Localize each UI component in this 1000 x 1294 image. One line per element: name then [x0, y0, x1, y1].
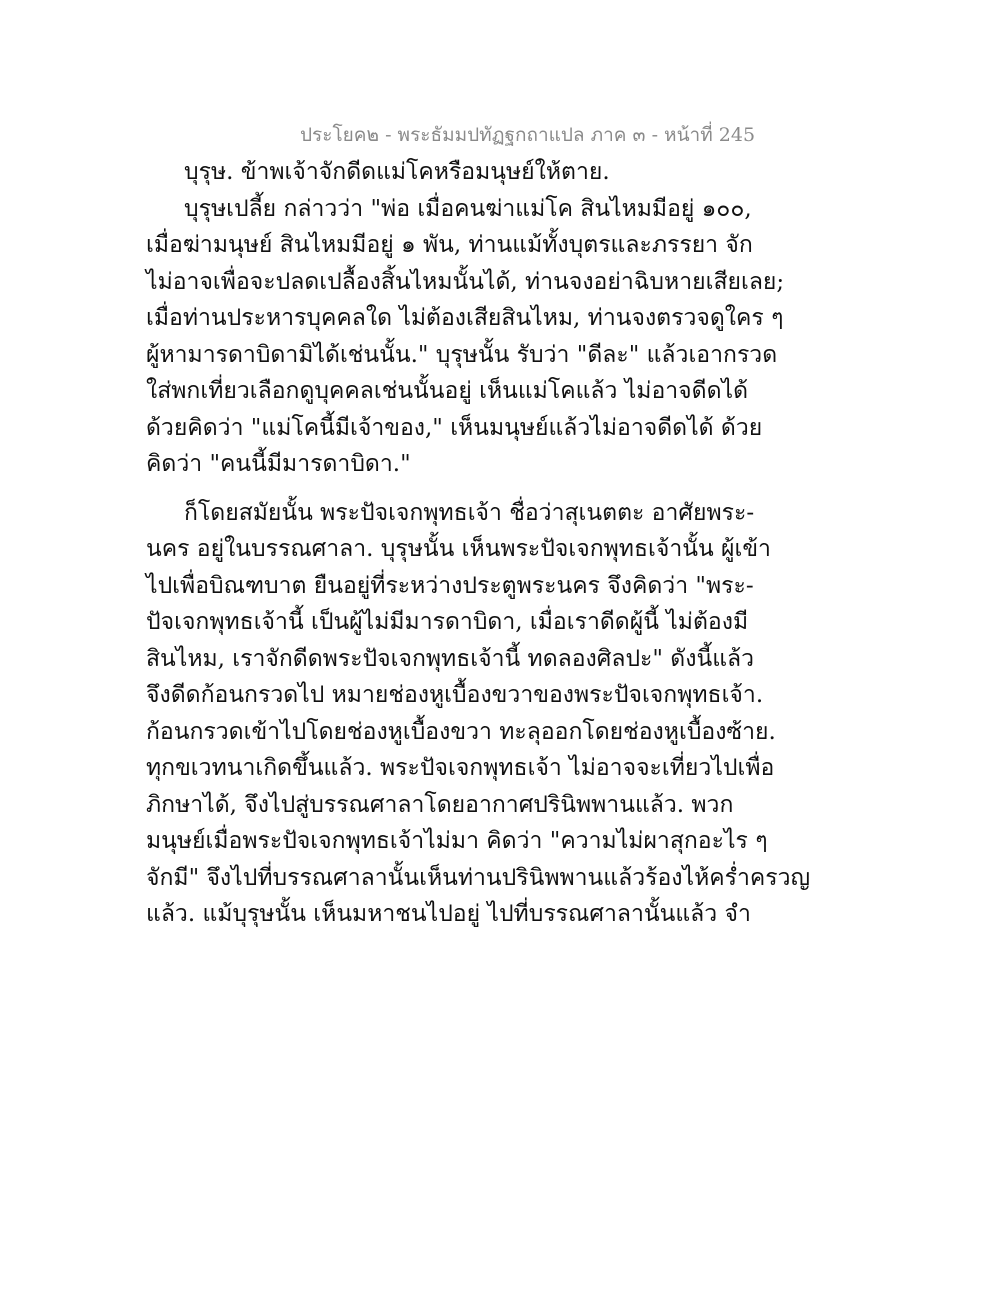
- paragraph-line: ไม่อาจเพื่อจะปลดเปลื้องสิ้นไหมนั้นได้, ท่านจงอย่าฉิบหายเสียเลย;: [146, 268, 785, 295]
- paragraph-line: ทุกขเวทนาเกิดขึ้นแล้ว. พระปัจเจกพุทธเจ้า ไม่อาจจะเที่ยวไปเพื่อ: [146, 755, 775, 781]
- paragraph-line: นคร อยู่ในบรรณศาลา. บุรุษนั้น เห็นพระปัจเจกพุทธเจ้านั้น ผู้เข้า: [146, 536, 771, 562]
- paragraph-line: มนุษย์เมื่อพระปัจเจกพุทธเจ้าไม่มา คิดว่า "ความไม่ผาสุกอะไร ๆ: [146, 828, 768, 854]
- paragraph-line: เมื่อฆ่ามนุษย์ สินไหมมีอยู่ ๑ พัน, ท่านแม้ทั้งบุตรและภรรยา จัก: [146, 232, 753, 258]
- paragraph-line: ก็โดยสมัยนั้น พระปัจเจกพุทธเจ้า ชื่อว่าสุเนตตะ อาศัยพระ-: [184, 499, 755, 526]
- paragraph-line: บุรุษเปลี้ย กล่าวว่า "พ่อ เมื่อคนฆ่าแม่โค สินไหมมีอยู่ ๑๐๐,: [184, 195, 752, 222]
- running-header: ประโยค๒ - พระธัมมปทัฏฐกถาแปล ภาค ๓ - หน้าที่ 245: [300, 124, 756, 146]
- paragraph-line: จึงดีดก้อนกรวดไป หมายช่องหูเบื้องขวาของพระปัจเจกพุทธเจ้า.: [146, 682, 764, 708]
- paragraph-3: [146, 495, 811, 933]
- paragraph-line: ไปเพื่อบิณฑบาต ยืนอยู่ที่ระหว่างประตูพระนคร จึงคิดว่า "พระ-: [146, 572, 754, 599]
- paragraph-line: ก้อนกรวดเข้าไปโดยช่องหูเบื้องขวา ทะลุออกโดยช่องหูเบื้องซ้าย.: [146, 718, 776, 745]
- paragraph-line: จักมี" จึงไปที่บรรณศาลานั้นเห็นท่านปรินิพพานแล้วร้องไห้คร่ำครวญ: [146, 864, 811, 891]
- paragraph-line: สินไหม, เราจักดีดพระปัจเจกพุทธเจ้านี้ ทดลองศิลปะ" ดังนี้แล้ว: [146, 645, 755, 672]
- paragraph-line: ภิกษาได้, จึงไปสู่บรรณศาลาโดยอากาศปรินิพพานแล้ว. พวก: [146, 791, 734, 818]
- paragraph-line: ผู้หามารดาบิดามิได้เช่นนั้น." บุรุษนั้น รับว่า "ดีละ" แล้วเอากรวด: [146, 341, 778, 368]
- paragraph-line: ปัจเจกพุทธเจ้านี้ เป็นผู้ไม่มีมารดาบิดา, เมื่อเราดีดผู้นี้ ไม่ต้องมี: [146, 609, 749, 635]
- paragraph-2: [146, 191, 785, 483]
- paragraph-line: แล้ว. แม้บุรุษนั้น เห็นมหาชนไปอยู่ ไปที่บรรณศาลานั้นแล้ว จำ: [146, 901, 751, 927]
- paragraph-line: เมื่อท่านประหารบุคคลใด ไม่ต้องเสียสินไหม, ท่านจงตรวจดูใคร ๆ: [146, 305, 784, 331]
- body-text: [146, 154, 811, 933]
- paragraph-line: ใส่พกเที่ยวเลือกดูบุคคลเช่นนั้นอยู่ เห็นแม่โคแล้ว ไม่อาจดีดได้: [146, 378, 749, 404]
- paragraph-line: บุรุษ. ข้าพเจ้าจักดีดแม่โคหรือมนุษย์ให้ตาย.: [184, 159, 610, 185]
- paragraph-line: คิดว่า "คนนี้มีมารดาบิดา.": [146, 451, 411, 477]
- paragraph-line: ด้วยคิดว่า "แม่โคนี้มีเจ้าของ," เห็นมนุษย์แล้วไม่อาจดีดได้ ด้วย: [146, 414, 763, 441]
- paragraph-1: [146, 154, 706, 191]
